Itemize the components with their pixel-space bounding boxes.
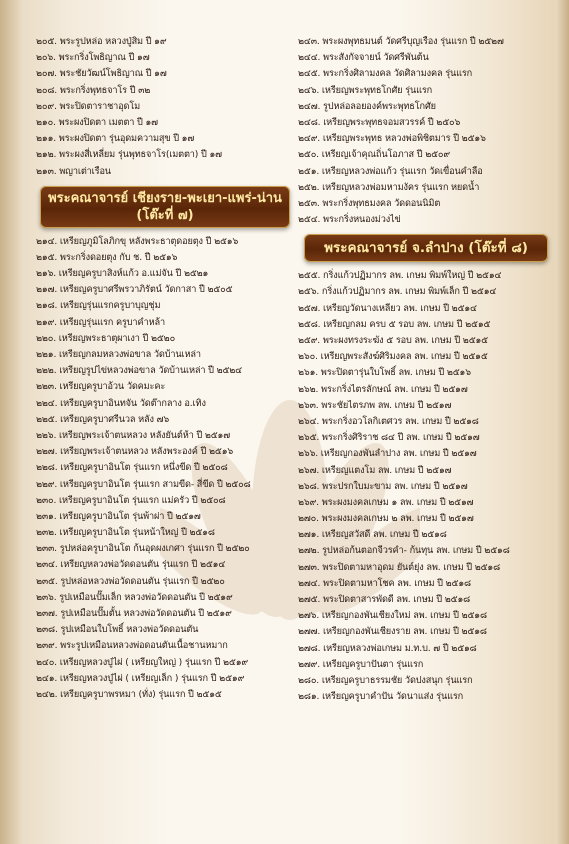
right-column: [298, 34, 560, 705]
list-item: ๒๖๐. เหรียญพระสังฆ์ศิริมงคล ลพ. เกษม ปี ๒๕๑๕: [298, 351, 488, 363]
list-item: ๒๓๔. เหรียญหลวงพ่อวัดดอนตัน รุ่นแรก ปี ๒๕๑๔: [36, 559, 226, 571]
list-item: ๒๗๓. พระปิดตามหาอุดม ยันต์ยุ่ง ลพ. เกษม ปี ๒๕๑๘: [298, 561, 501, 573]
left-item-list-2: [36, 234, 298, 703]
list-item: ๒๒๐. เหรียญพระธาตุผาเงา ปี ๒๕๒๐: [36, 332, 176, 344]
list-item: ๒๗๔. พระปิดตามหาโชค ลพ. เกษม ปี ๒๕๑๘: [298, 577, 471, 589]
list-item: ๒๔๘. เหรียญพระพุทธจอมสวรรค์ ปี ๒๕๐๖: [298, 116, 461, 128]
right-item-list-2: [298, 268, 560, 705]
list-item: ๒๒๔. เหรียญครูบาอินทจัน วัดต๊ากลาง อ.เทิง: [36, 397, 206, 409]
list-item: ๒๖๑. พระปิดตารุ่นใบโพธิ์ ลพ. เกษม ปี ๒๕๑๖: [298, 367, 471, 379]
list-item: ๒๖๔. พระกริ่งอวโลกิเตศวร ลพ. เกษม ปี ๒๕๑๘: [298, 415, 479, 427]
list-item: ๒๕๑. เหรียญหลวงพ่อแก้ว รุ่นแรก วัดเขื่อนคำลือ: [298, 165, 483, 177]
list-item: ๒๓๒. เหรียญครูบาอินโต รุ่นหน้าใหญ่ ปี ๒๕๑๘: [36, 527, 215, 539]
list-item: ๒๑๓. พญาเต่าเรือน: [36, 165, 111, 177]
list-item: ๒๐๙. พระปิดตาราชาอุดโม: [36, 100, 141, 112]
list-item: ๒๑๕. พระกริ่งดอยตุง กับ ช. ปี ๒๕๑๖: [36, 251, 178, 263]
list-item: ๒๕๕. กริ่งแก้วปฏิมากร ลพ. เกษม พิมพ์ใหญ่ ปี ๒๕๑๔: [298, 270, 502, 282]
list-item: ๒๕๓. พระกริ่งพุทธมงคล วัดดอนนิมิต: [298, 197, 441, 209]
list-item: ๒๔๙. เหรียญพระพุทธ หลวงพ่อพิชิตมาร ปี ๒๕๑๖: [298, 133, 486, 145]
list-item: ๒๓๖. รูปเหมือนปั๊มเล็ก หลวงพ่อวัดดอนตัน ปี ๒๕๑๙: [36, 591, 233, 603]
list-item: ๒๔๗. รูปหล่อลอยองค์พระพุทธโกศัย: [298, 100, 436, 112]
list-item: ๒๑๔. เหรียญภูมิโลภิกขุ หลังพระธาตุดอยตุง ปี ๒๕๑๖: [36, 235, 239, 247]
list-item: ๒๖๕. พระกริ่งศิริราช ๘๔ ปี ลพ. เกษม ปี ๒๕๑๗: [298, 432, 480, 444]
list-item: ๒๗๒. รูปหล่อก้นตอกจีวรคำ- ก้นทุน ลพ. เกษม ปี ๒๕๑๘: [298, 545, 510, 557]
left-column: [36, 34, 298, 703]
list-item: ๒๒๓. เหรียญครูบาอ้วน วัดคมะคะ: [36, 381, 166, 393]
list-item: ๒๖๙. พระผงมงคลเกษม ๑ ลพ. เกษม ปี ๒๕๑๗: [298, 496, 474, 508]
list-item: ๒๔๕. พระกริ่งศิลามงคล วัดศิลามงคล รุ่นแรก: [298, 68, 473, 80]
list-item: ๒๗๖. เหรียญกองพันเชียงใหม่ ลพ. เกษม ปี ๒๕๑๘: [298, 610, 487, 622]
list-item: ๒๗๘. เหรียญหลวงพ่อเกษม ม.ท.บ. ๗ ปี ๒๕๑๘: [298, 642, 477, 654]
list-item: ๒๖๒. พระกริ่งไตรลักษณ์ ลพ. เกษม ปี ๒๕๑๗: [298, 383, 468, 395]
list-item: ๒๓๙. พระรูปเหมือนหลวงพ่อดอนตันเนื้อชานหมาก: [36, 640, 228, 652]
list-item: ๒๖๘. พระปรกใบมะขาม ลพ. เกษม ปี ๒๕๑๗: [298, 480, 468, 492]
list-item: ๒๕๒. เหรียญหลวงพ่อมหามงัคร รุ่นแรก หยดน้ำ: [298, 181, 480, 193]
list-item: ๒๒๒. เหรียญรูปไข่หลวงพ่อขาล วัดบ้านเหล่า ปี ๒๕๒๔: [36, 365, 242, 377]
list-item: ๒๗๙. เหรียญครูบาปันตา รุ่นแรก: [298, 658, 424, 670]
left-item-list-1: [36, 34, 298, 180]
list-item: ๒๐๗. พระชัยวัฒน์โพธิญาณ ปี ๑๗: [36, 68, 167, 80]
list-item: ๒๖๖. เหรียญกองพันลำปาง ลพ. เกษม ปี ๒๕๑๗: [298, 448, 477, 460]
list-item: ๒๕๘. เหรียญกลม ครบ ๕ รอบ ลพ. เกษม ปี ๒๕๑๕: [298, 318, 491, 330]
list-item: ๒๒๑. เหรียญกลมหลวงพ่อขาล วัดบ้านเหล่า: [36, 349, 201, 360]
page-binding-edge: [0, 0, 22, 844]
list-item: ๒๑๐. พระผงปิดตา เมตตา ปี ๑๗: [36, 116, 158, 128]
list-item: ๒๑๙. เหรียญรุ่นแรก ครูบาคำหล้า: [36, 316, 165, 328]
list-item: ๒๐๖. พระกริ่งโพธิญาณ ปี ๑๗: [36, 52, 150, 64]
right-item-list-1: [298, 34, 560, 228]
list-item: ๒๐๘. พระกริ่งพุทธจาโร ปี ๓๒: [36, 84, 151, 96]
list-item: ๒๑๗. เหรียญครูบาศรีพรวาภิรัตน์ วัดกาสา ปี ๒๕๐๕: [36, 284, 233, 296]
list-item: ๒๘๑. เหรียญครูบาคำปัน วัดนาแส่ง รุ่นแรก: [298, 691, 464, 703]
list-item: ๒๒๙. เหรียญครูบาอินโต รุ่นแรก สามขีด- สี่ขีด ปี ๒๕๐๘: [36, 478, 251, 490]
list-item: ๒๕๙. พระผงทรงระฆัง ๕ รอบ ลพ. เกษม ปี ๒๕๑๕: [298, 335, 488, 346]
list-item: ๒๒๕. เหรียญครูบาศรีนวล หลัง ๗๖: [36, 413, 170, 425]
section-banner-lampang: พระคณาจารย์ จ.ลำปาง (โต๊ะที่ ๘): [304, 234, 548, 262]
list-item: ๒๗๗. เหรียญกองพันเชียงราย ลพ. เกษม ปี ๒๕๑๘: [298, 626, 487, 638]
list-item: ๒๓๐. เหรียญครูบาอินโต รุ่นแรก แม่ครัว ปี ๒๕๐๘: [36, 494, 226, 506]
list-item: ๒๓๑. เหรียญครูบาอินโต รุ่นพ้าผ่า ปี ๒๕๑๗: [36, 510, 201, 522]
list-item: ๒๒๗. เหรียญพระเจ้าตนหลวง หลังพระองค์ ปี ๒๕๑๖: [36, 446, 234, 458]
list-item: ๒๔๖. เหรียญพระพุทธโกศัย รุ่นแรก: [298, 84, 433, 96]
list-item: ๒๔๔. พระสังกัจจายน์ วัดศรีพันต้น: [298, 52, 429, 64]
list-item: ๒๓๓. รูปหล่อครูบาอินโต ก้นอุดผงเกศา รุ่นแรก ปี ๒๕๒๐: [36, 543, 250, 555]
list-item: ๒๕๗. เหรียญวัดนางเหลียว ลพ. เกษม ปี ๒๕๑๔: [298, 302, 477, 314]
list-item: ๒๑๒. พระผงสี่เหลี่ยม รุ่นพุทธจาโร(เมตตา) ปี ๑๗: [36, 149, 222, 161]
list-item: ๒๗๑. เหรียญสวัสดี ลพ. เกษม ปี ๒๕๑๘: [298, 529, 447, 541]
list-item: ๒๕๔. พระกริ่งหนองม่วงไข่: [298, 214, 401, 226]
list-item: ๒๐๕. พระรูปหล่อ หลวงปู่สิม ปี ๑๙: [36, 36, 167, 47]
list-item: ๒๓๗. รูปเหมือนปั๊มตั้น หลวงพ่อวัดดอนตัน ปี ๒๕๑๙: [36, 608, 232, 619]
list-item: ๒๒๘. เหรียญครูบาอินโต รุ่นแรก หนึ่งขีด ปี ๒๕๐๘: [36, 462, 228, 474]
list-item: ๒๔๑. เหรียญหลวงปู่ไผ่ ( เหรียญเล็ก ) รุ่นแรก ปี ๒๕๑๙: [36, 672, 245, 684]
list-item: ๒๖๓. พระชัยไตรภพ ลพ. เกษม ปี ๒๕๑๗: [298, 399, 452, 411]
list-item: ๒๓๕. รูปหล่อหลวงพ่อวัดดอนตัน รุ่นแรก ปี ๒๕๒๐: [36, 575, 225, 587]
list-item: ๒๗๐. พระผงมงคลเกษม ๒ ลพ. เกษม ปี ๒๕๑๗: [298, 513, 474, 525]
list-item: ๒๑๘. เหรียญรุ่นแรกครูบาบุญชุ่ม: [36, 300, 161, 312]
list-item: ๒๑๖. เหรียญครูบาสิงห์แก้ว อ.แม่จัน ปี ๒๕๒๑: [36, 268, 209, 280]
list-item: ๒๒๖. เหรียญพระเจ้าตนหลวง หลังยันต์ห้า ปี ๒๕๑๗: [36, 429, 230, 441]
list-item: ๒๓๘. รูปเหมือนใบโพธิ์ หลวงพ่อวัดดอนตัน: [36, 624, 199, 636]
list-item: ๒๗๕. พระปิดตาสารพัดดี ลพ. เกษม ปี ๒๕๑๘: [298, 594, 471, 605]
list-item: ๒๔๐. เหรียญหลวงปู่ไผ่ ( เหรียญใหญ่ ) รุ่นแรก ปี ๒๕๑๙: [36, 656, 248, 668]
section-banner-chiangrai: พระคณาจารย์ เชียงราย-พะเยา-แพร่-น่าน (โต๊ะที่ ๗): [40, 186, 290, 228]
list-item: ๒๑๑. พระผงปิดตา รุ่นอุดมความสุข ปี ๑๗: [36, 133, 195, 145]
list-item: ๒๖๗. เหรียญแตงโม ลพ. เกษม ปี ๒๕๑๗: [298, 464, 452, 476]
list-item: ๒๔๒. เหรียญครูบาพรหมา (ทั่ง) รุ่นแรก ปี ๒๕๑๕: [36, 688, 222, 700]
list-item: ๒๕๖. กริ่งแก้วปฏิมากร ลพ. เกษม พิมพ์เล็ก ปี ๒๕๑๔: [298, 286, 497, 298]
list-item: ๒๔๓. พระผงพุทธมนต์ วัดศรีบุญเรือง รุ่นแรก ปี ๒๕๒๗: [298, 36, 504, 47]
list-item: ๒๕๐. เหรียญเจ้าคุณถิ่นโอภาส ปี ๒๕๐๙: [298, 149, 450, 161]
list-item: ๒๘๐. เหรียญครูบาธรรมชัย วัดปงสนุก รุ่นแรก: [298, 674, 473, 686]
